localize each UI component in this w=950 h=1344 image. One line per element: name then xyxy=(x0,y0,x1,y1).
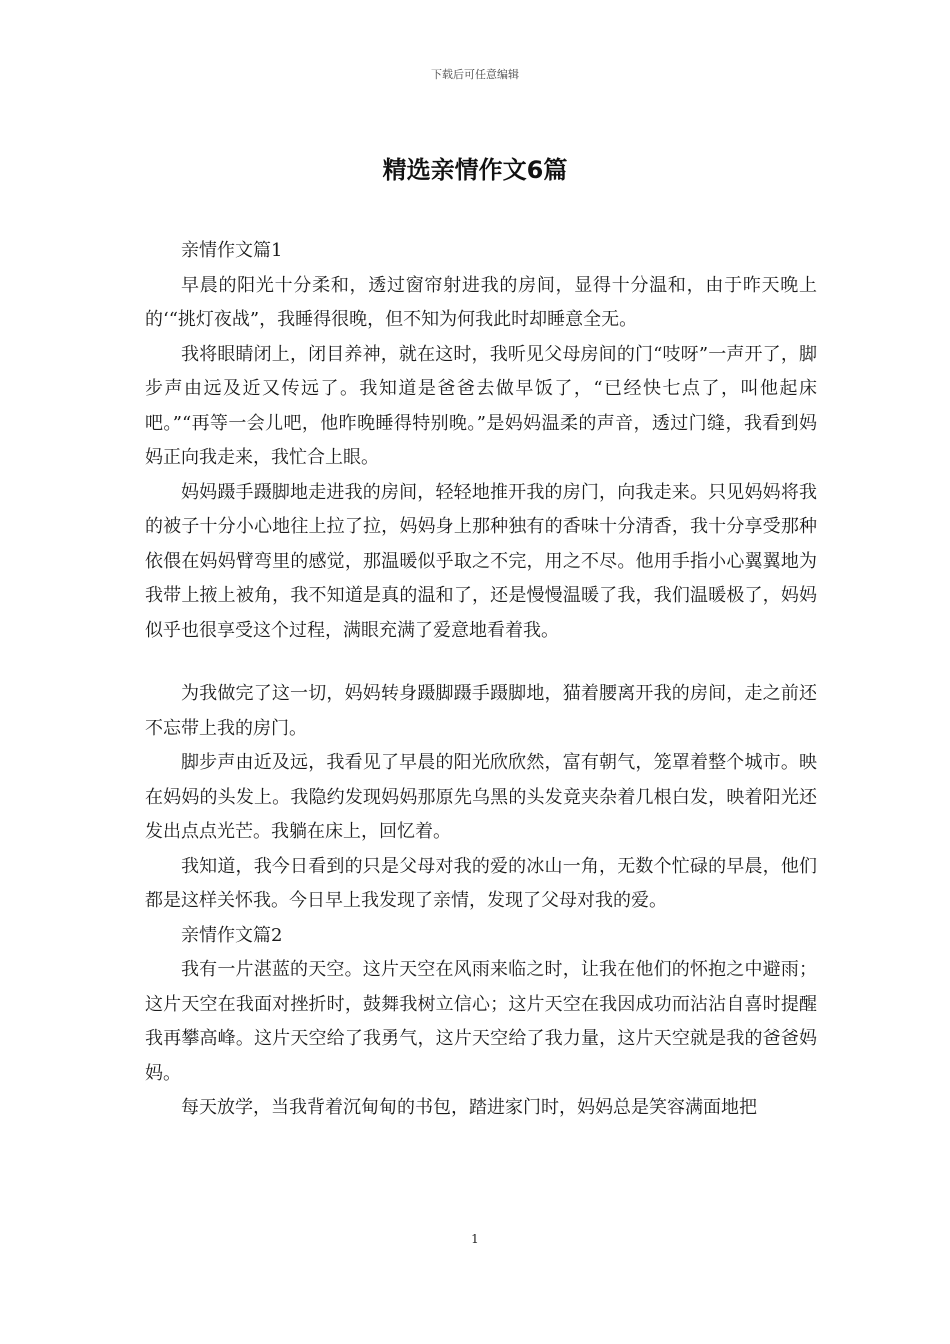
section-heading: 亲情作文篇2 xyxy=(181,924,283,946)
paragraph: 我将眼睛闭上，闭目养神，就在这时，我听见父母房间的门“吱呀”一声开了，脚步声由远及近又传远了。我知道是爸爸去做早饭了，“已经快七点了，叫他起床吧。”“再等一会儿吧，他昨晚睡得特别晚。”是妈妈温柔的声音，透过门缝，我看到妈妈正向我走来，我忙合上眼。 xyxy=(145,343,817,468)
header-note: 下载后可任意编辑 xyxy=(431,68,519,81)
paragraph: 每天放学，当我背着沉甸甸的书包，踏进家门时，妈妈总是笑容满面地把 xyxy=(181,1097,757,1118)
paragraph: 为我做完了这一切，妈妈转身蹑脚蹑手蹑脚地，猫着腰离开我的房间，走之前还不忘带上我的房门。 xyxy=(145,683,817,739)
page-number: 1 xyxy=(471,1232,479,1246)
document-body xyxy=(145,234,817,1126)
paragraph: 我知道，我今日看到的只是父母对我的爱的冰山一角，无数个忙碌的早晨，他们都是这样关怀我。今日早上我发现了亲情，发现了父母对我的爱。 xyxy=(145,855,817,911)
paragraph: 妈妈蹑手蹑脚地走进我的房间，轻轻地推开我的房门，向我走来。只见妈妈将我的被子十分小心地往上拉了拉，妈妈身上那种独有的香味十分清香，我十分享受那种依偎在妈妈臂弯里的感觉，那温暖似乎取之不完，用之不尽。他用手指小心翼翼地为我带上掖上被角，我不知道是真的温和了，还是慢慢温暖了我，我们温暖极了，妈妈似乎也很享受这个过程，满眼充满了爱意地看着我。 xyxy=(145,481,817,641)
document-title: 精选亲情作文6篇 xyxy=(382,156,568,184)
paragraph: 早晨的阳光十分柔和，透过窗帘射进我的房间，显得十分温和，由于昨天晚上的‘“挑灯夜战”，我睡得很晚，但不知为何我此时却睡意全无。 xyxy=(145,274,817,330)
paragraph: 脚步声由近及远，我看见了早晨的阳光欣欣然，富有朝气，笼罩着整个城市。映在妈妈的头发上。我隐约发现妈妈那原先乌黑的头发竟夹杂着几根白发，映着阳光还发出点点光芒。我躺在床上，回忆着。 xyxy=(145,752,817,842)
section-heading: 亲情作文篇1 xyxy=(181,240,283,261)
paragraph: 我有一片湛蓝的天空。这片天空在风雨来临之时，让我在他们的怀抱之中避雨；这片天空在我面对挫折时，鼓舞我树立信心；这片天空在我因成功而沾沾自喜时提醒我再攀高峰。这片天空给了我勇气，这片天空给了我力量，这片天空就是我的爸爸妈妈。 xyxy=(145,959,817,1084)
